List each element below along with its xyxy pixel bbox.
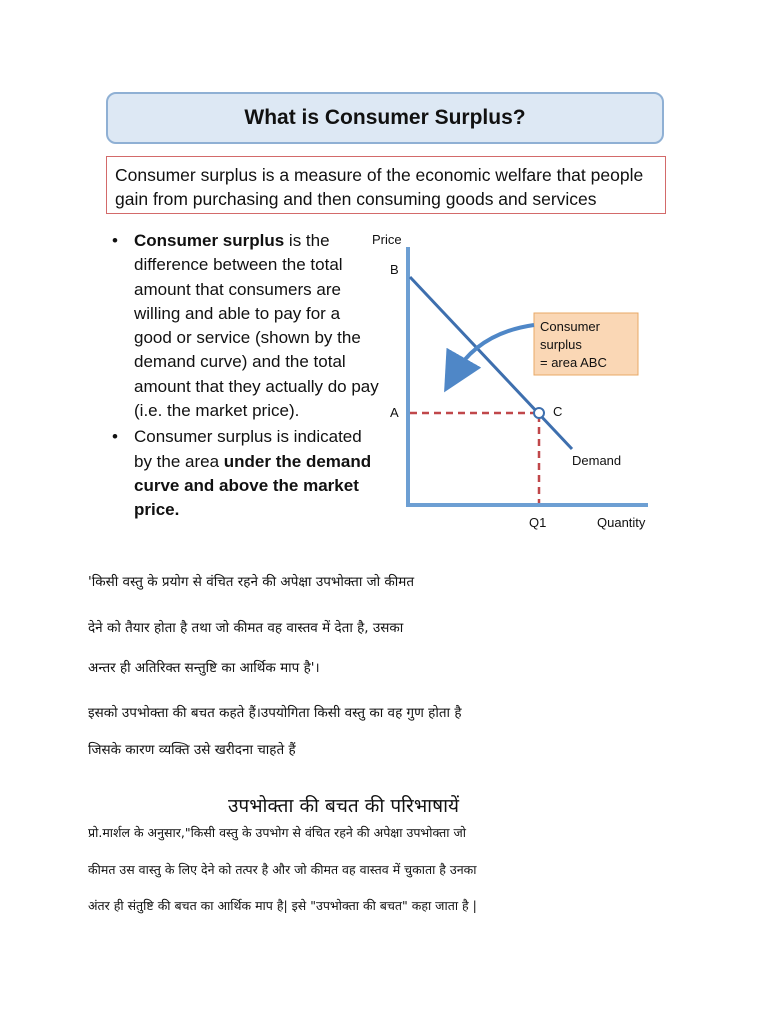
consumer-surplus-chart <box>360 225 660 535</box>
point-a-label: A <box>390 405 399 420</box>
callout-line-1: Consumer <box>540 319 600 334</box>
q1-label: Q1 <box>529 515 547 530</box>
hindi-heading: उपभोक्ता की बचत की परिभाषायें <box>228 795 460 817</box>
definition-box: Consumer surplus is a measure of the economic welfare that people gain from purchasing and then consuming goods and services <box>106 156 666 214</box>
hindi-para2-line1: इसको उपभोक्ता की बचत कहते हैं।उपयोगिता किसी वस्तु का वह गुण होता है <box>88 705 462 721</box>
bullet-dot-icon: • <box>112 427 118 447</box>
demand-label: Demand <box>572 453 622 468</box>
bullet-dot-icon: • <box>112 231 118 250</box>
slide-title-box <box>106 92 664 144</box>
slide-title: What is Consumer Surplus? <box>244 106 526 129</box>
point-c-marker <box>534 408 544 418</box>
point-c-label: C <box>553 404 563 419</box>
bullet2-text: Consumer surplus is indicated by the area <box>134 427 362 471</box>
bullet-item-2 <box>112 425 382 522</box>
hindi-para3-line2: कीमत उस वास्तु के लिए देने को तत्पर है और जो कीमत वह वास्तव में चुकाता है उनका <box>88 862 477 877</box>
x-axis-label: Quantity <box>597 515 646 530</box>
hindi-para1-line3: अन्तर ही अतिरिक्त सन्तुष्टि का आर्थिक माप है'। <box>88 660 320 676</box>
bullet1-text: is the difference between the total amount that consumers are willing and able to pay for a good or service (shown by the demand curve) and the total amount that they actually do pay (i.e. the market price). <box>134 231 379 421</box>
bullet-list <box>112 229 382 525</box>
point-b-label: B <box>390 262 399 277</box>
hindi-para3-line1: प्रो.मार्शल के अनुसार,"किसी वस्तु के उपभोग से वंचित रहने की अपेक्षा उपभोक्ता जो <box>88 825 467 840</box>
hindi-para1-line2: देने को तैयार होता है तथा जो कीमत वह वास्तव में देता है, उसका <box>88 620 404 636</box>
bullet1-bold: Consumer surplus <box>134 231 285 250</box>
hindi-para3-line3: अंतर ही संतुष्टि की बचत का आर्थिक माप है| इसे "उपभोक्ता की बचत" कहा जाता है | <box>88 898 477 913</box>
hindi-para1-line1: 'किसी वस्तु के प्रयोग से वंचित रहने की अपेक्षा उपभोक्ता जो कीमत <box>88 574 415 590</box>
bullet-item-1 <box>112 229 382 423</box>
callout-line-3: = area ABC <box>540 355 607 370</box>
y-axis-label: Price <box>372 232 402 247</box>
bullet2-bold: under the demand curve and above the market price. <box>134 451 372 520</box>
hindi-para2-line2: जिसके कारण व्यक्ति उसे खरीदना चाहते हैं <box>88 742 296 758</box>
callout-line-2: surplus <box>540 337 582 352</box>
